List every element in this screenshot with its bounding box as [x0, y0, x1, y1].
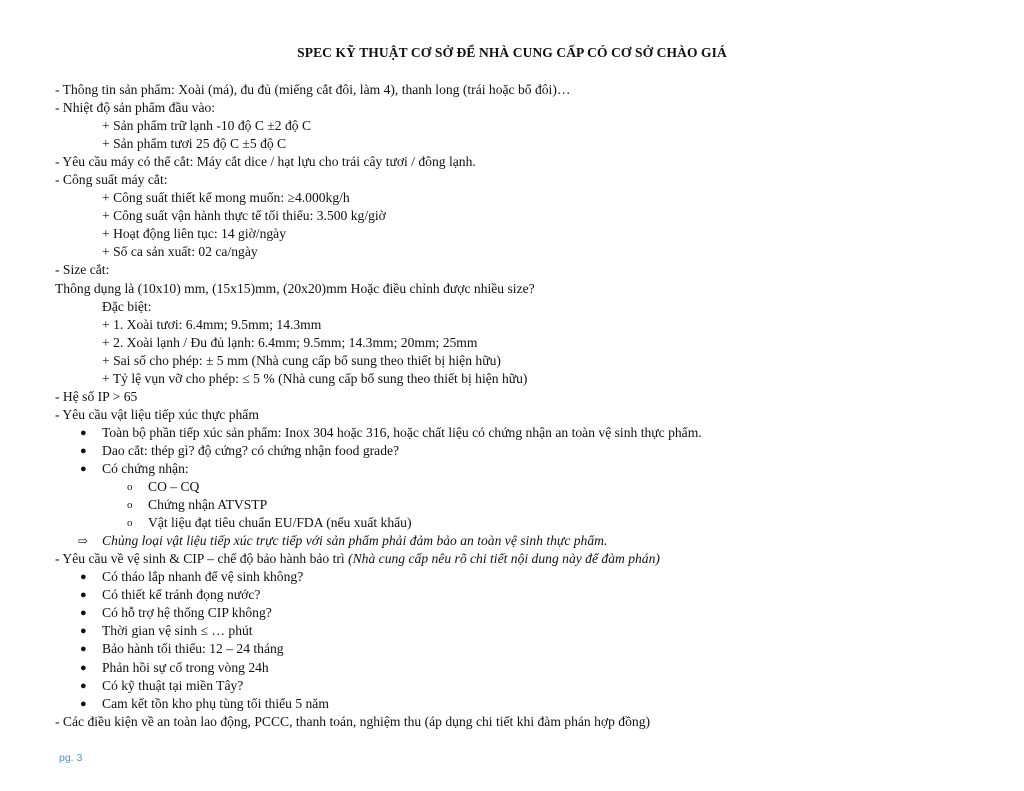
- bullet-icon: ●: [80, 661, 87, 674]
- list-item: [55, 677, 1015, 695]
- bullet-icon: ●: [80, 679, 87, 692]
- text-line: - Nhiệt độ sản phẩm đầu vào:: [55, 100, 216, 116]
- text-line: + Hoạt động liên tục: 14 giờ/ngày: [102, 226, 286, 242]
- bullet-icon: ●: [80, 589, 87, 602]
- list-item-text: Thời gian vệ sinh ≤ … phút: [102, 623, 253, 639]
- text-line: - Công suất máy cắt:: [55, 172, 168, 188]
- text-line: - Các điều kiện về an toàn lao động, PCCC, thanh toán, nghiệm thu (áp dụng chi tiết khi đàm phán hợp đồng): [55, 713, 651, 729]
- list-item-text: Có hỗ trợ hệ thống CIP không?: [102, 605, 272, 621]
- arrow-note: [55, 532, 1015, 550]
- list-item: [55, 424, 1015, 442]
- list-item-text: Bảo hành tối thiểu: 12 – 24 tháng: [102, 641, 284, 657]
- list-item-text: Chứng nhận ATVSTP: [148, 497, 268, 513]
- bullet-icon: ●: [80, 426, 87, 439]
- text-line: + Số ca sản xuất: 02 ca/ngày: [102, 244, 258, 260]
- circle-bullet-icon: o: [127, 517, 133, 530]
- list-item-text: Cam kết tồn kho phụ tùng tối thiểu 5 năm: [102, 695, 329, 711]
- text-line: + Sai số cho phép: ± 5 mm (Nhà cung cấp bổ sung theo thiết bị hiện hữu): [102, 352, 501, 368]
- arrow-note-text: Chủng loại vật liệu tiếp xúc trực tiếp với sản phẩm phải đảm bảo an toàn vệ sinh thực phẩm.: [102, 533, 608, 549]
- text-line: + 1. Xoài tươi: 6.4mm; 9.5mm; 14.3mm: [102, 316, 322, 332]
- page-number: pg. 3: [59, 752, 83, 764]
- text-line: + 2. Xoài lạnh / Đu đủ lạnh: 6.4mm; 9.5mm; 14.3mm; 20mm; 25mm: [102, 334, 478, 350]
- section-note: (Nhà cung cấp nêu rõ chi tiết nội dung này để đàm phán): [348, 551, 660, 567]
- bullet-icon: ●: [80, 607, 87, 620]
- circle-bullet-icon: o: [127, 499, 133, 512]
- text-line: + Sản phẩm tươi 25 độ C ±5 độ C: [102, 136, 287, 152]
- list-item-text: Toàn bộ phần tiếp xúc sản phẩm: Inox 304 hoặc 316, hoặc chất liệu có chứng nhận an toàn vệ sinh thực phẩm.: [102, 424, 702, 440]
- bullet-icon: ●: [80, 444, 87, 457]
- text-line: + Tỷ lệ vụn vỡ cho phép: ≤ 5 % (Nhà cung cấp bổ sung theo thiết bị hiện hữu): [102, 370, 528, 386]
- text-line: Đặc biệt:: [102, 298, 152, 314]
- list-item-text: Có thiết kế tránh đọng nước?: [102, 587, 261, 603]
- list-item-text: Có tháo lắp nhanh để vệ sinh không?: [102, 569, 304, 585]
- list-item: [55, 659, 1015, 677]
- sub-list-item: [55, 478, 1015, 496]
- text-line: - Hệ số IP > 65: [55, 388, 138, 404]
- list-item: [55, 586, 1015, 604]
- bullet-icon: ●: [80, 625, 87, 638]
- list-item: [55, 568, 1015, 586]
- sub-list-item: [55, 514, 1015, 532]
- page-title: SPEC KỸ THUẬT CƠ SỞ ĐỂ NHÀ CUNG CẤP CÓ CƠ SỞ CHÀO GIÁ: [297, 45, 727, 60]
- list-item: [55, 622, 1015, 640]
- text-line: - Yêu cầu máy có thể cắt: Máy cắt dice / hạt lựu cho trái cây tươi / đông lạnh.: [55, 154, 476, 170]
- text-line: - Size cắt:: [55, 262, 110, 278]
- text-line: + Công suất vận hành thực tế tối thiểu: 3.500 kg/giờ: [102, 208, 386, 224]
- list-item-text: Phản hồi sự cố trong vòng 24h: [102, 659, 269, 675]
- list-item-text: Dao cắt: thép gì? độ cứng? có chứng nhận food grade?: [102, 442, 400, 458]
- section-heading: - Yêu cầu về vệ sinh & CIP – chế độ bảo hành bảo trì: [55, 551, 349, 567]
- bullet-icon: ●: [80, 697, 87, 710]
- sub-list-item: [55, 496, 1015, 514]
- text-line: + Công suất thiết kế mong muốn: ≥4.000kg/h: [102, 190, 350, 206]
- list-item-text: Có chứng nhận:: [102, 460, 189, 476]
- list-item: [55, 460, 1015, 478]
- text-line: - Thông tin sản phẩm: Xoài (má), đu đủ (miếng cắt đôi, làm 4), thanh long (trái hoặc bổ đôi)…: [55, 82, 571, 97]
- text-line: + Sản phẩm trữ lạnh -10 độ C ±2 độ C: [102, 118, 312, 134]
- text-line: - Yêu cầu vật liệu tiếp xúc thực phẩm: [55, 406, 259, 422]
- list-item-text: Vật liệu đạt tiêu chuẩn EU/FDA (nếu xuất khẩu): [148, 515, 412, 531]
- list-item-text: CO – CQ: [148, 479, 200, 495]
- list-item: [55, 640, 1015, 658]
- list-item: [55, 695, 1015, 713]
- bullet-icon: ●: [80, 643, 87, 656]
- list-item: [55, 604, 1015, 622]
- bullet-icon: ●: [80, 571, 87, 584]
- circle-bullet-icon: o: [127, 481, 133, 494]
- text-line: Thông dụng là (10x10) mm, (15x15)mm, (20x20)mm Hoặc điều chỉnh được nhiều size?: [55, 280, 535, 296]
- arrow-right-icon: ⇨: [78, 534, 89, 549]
- document-body: [55, 81, 1015, 731]
- bullet-icon: ●: [80, 462, 87, 475]
- list-item-text: Có kỹ thuật tại miền Tây?: [102, 677, 244, 693]
- text-line: [55, 550, 1015, 568]
- list-item: [55, 442, 1015, 460]
